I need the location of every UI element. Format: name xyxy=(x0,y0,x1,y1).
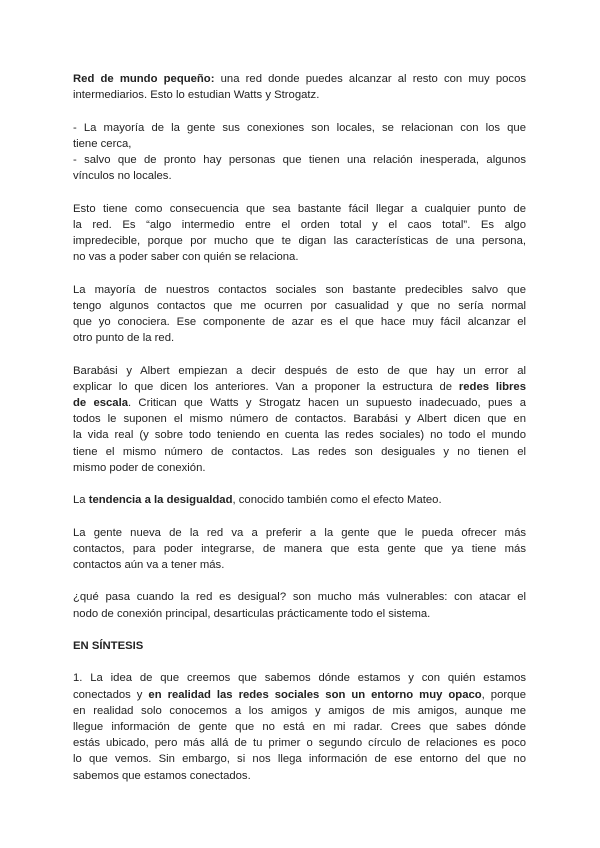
text-line xyxy=(73,395,526,411)
text-line: mismo poder de conexión. xyxy=(73,461,206,474)
text-line xyxy=(73,687,526,703)
text-line: otro punto de la red. xyxy=(73,332,175,345)
text-line: contactos, para poder integrarse, de manera que esta gente que ya tiene más xyxy=(73,542,526,555)
text-span: . Critican que Watts y Strogatz hacen un supuesto inadecuado, pues a xyxy=(128,397,527,409)
text-span: , porque xyxy=(481,688,526,701)
text-line: no vas a poder saber con quién se relaciona. xyxy=(73,251,299,264)
text-line: lo que vemos. Sin embargo, si nos llega información de ese entorno del que no xyxy=(73,753,526,766)
term-scale-free-cont: de escala xyxy=(73,397,129,409)
paragraph-barabasi-albert xyxy=(73,363,526,476)
text-line: la vida real (y sobre todo teniendo en cuenta las redes sociales) no todo el mundo xyxy=(73,429,526,442)
text-line: intermediarios. Esto lo estudian Watts y Strogatz. xyxy=(73,89,320,102)
text-line: Esto tiene como consecuencia que sea bastante fácil llegar a cualquier punto de xyxy=(73,202,526,215)
text-line: tengo algunos contactos que me ocurren por casualidad y que no sería normal xyxy=(73,299,526,312)
text-line: tiene el mismo número de contactos. Las redes son desiguales y no tienen el xyxy=(73,445,526,458)
text-line: tiene cerca, xyxy=(73,137,132,150)
text-line: 1. La idea de que creemos que sabemos dónde estamos y con quién estamos xyxy=(73,672,526,685)
text-line: que yo conociera. Ese componente de azar es el que hace muy fácil alcanzar el xyxy=(73,316,526,328)
section-heading-synthesis: EN SÍNTESIS xyxy=(73,639,144,652)
text-line: en realidad solo conocemos a los amigos y amigos de mis amigos, aunque me xyxy=(73,704,526,717)
text-line xyxy=(73,492,526,508)
text-span: explicar lo que dicen los anteriores. Van a proponer la estructura de xyxy=(73,380,459,393)
term-opaque-environment: en realidad las redes sociales son un entorno muy opaco xyxy=(148,688,482,701)
text-span: una red donde puedes alcanzar al resto con muy pocos xyxy=(214,73,526,85)
text-line: todos le suponen el mismo número de contactos. Barabási y Albert dicen que en xyxy=(73,413,526,426)
text-span: La xyxy=(73,494,89,507)
text-line: - salvo que de pronto hay personas que tienen una relación inesperada, algunos xyxy=(73,154,526,166)
paragraph-synthesis-1 xyxy=(73,670,526,783)
paragraph-social-contacts xyxy=(73,282,526,347)
text-line: estás ubicado, pero más allá de tu primer o segundo círculo de relaciones es poco xyxy=(73,737,526,750)
text-line xyxy=(73,71,526,87)
paragraph-local-connections xyxy=(73,120,526,185)
text-line: vínculos no locales. xyxy=(73,170,172,183)
text-line: la red. Es “algo intermedio entre el orden total y el caos total”. Es algo xyxy=(73,218,526,231)
text-line: contactos aún va a tener más. xyxy=(73,559,225,571)
term-small-world: Red de mundo pequeño: xyxy=(73,73,215,85)
text-line: Barabási y Albert empiezan a decir después de esto de que hay un error al xyxy=(73,364,526,377)
text-span: conectados y xyxy=(73,688,149,701)
text-span: , conocido también como el efecto Mateo. xyxy=(232,494,442,507)
text-line: - La mayoría de la gente sus conexiones son locales, se relacionan con los que xyxy=(73,121,526,134)
paragraph-small-world xyxy=(73,71,526,103)
paragraph-vulnerability xyxy=(73,589,526,621)
document-page xyxy=(73,71,526,800)
text-line: sabemos que estamos conectados. xyxy=(73,769,251,782)
text-line: La gente nueva de la red va a preferir a la gente que le pueda ofrecer más xyxy=(73,526,526,539)
text-line: La mayoría de nuestros contactos sociales son bastante predecibles salvo que xyxy=(73,283,526,296)
text-line xyxy=(73,379,526,395)
text-line: llegue información de gente que no está en mi radar. Crees que sabes dónde xyxy=(73,720,526,733)
paragraph-inequality xyxy=(73,492,526,508)
term-inequality: tendencia a la desigualdad xyxy=(88,494,233,507)
text-line: impredecible, porque por mucho que te digan las características de una persona, xyxy=(73,235,526,247)
paragraph-new-people xyxy=(73,525,526,574)
text-line: nodo de conexión principal, desarticulas prácticamente todo el sistema. xyxy=(73,607,431,620)
paragraph-consequence xyxy=(73,201,526,266)
text-line: ¿qué pasa cuando la red es desigual? son mucho más vulnerables: con atacar el xyxy=(73,591,526,604)
term-scale-free: redes libres xyxy=(458,380,526,393)
